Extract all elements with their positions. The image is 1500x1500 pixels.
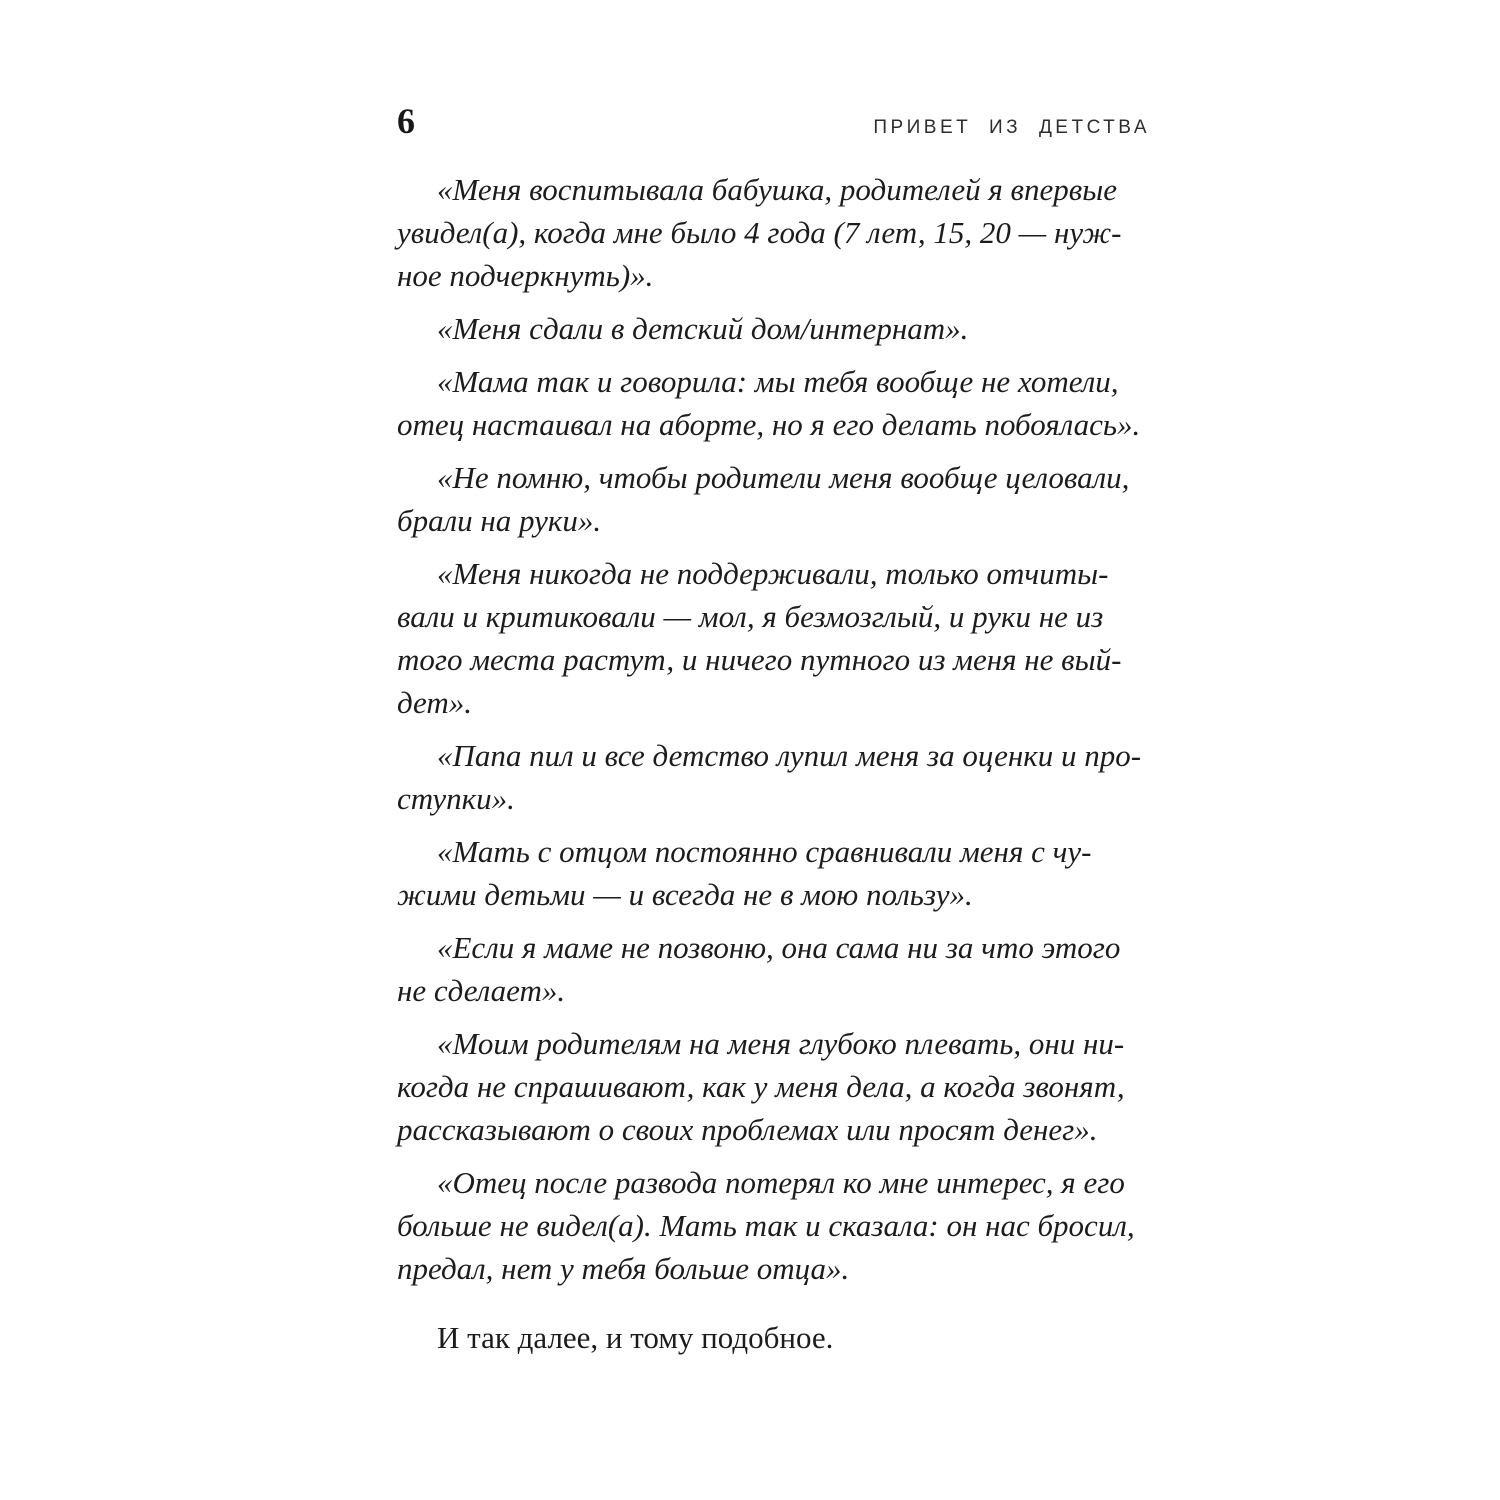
text-line: больше не видел(а). Мать так и сказала: он нас бросил, [397,1208,1135,1243]
text-line: «Отец после развода потерял ко мне интерес, я его [437,1165,1125,1200]
text-line: брали на руки». [397,503,602,538]
text-line: рассказывают о своих проблемах или просят денег». [397,1112,1098,1147]
text-line: ное подчеркнуть)». [397,258,654,293]
paragraph [397,830,1150,916]
text-line: «Не помню, чтобы родители меня вообще целовали, [437,460,1130,495]
text-line: ступки». [397,781,515,816]
text-line: того места растут, и ничего путного из меня не вый- [397,642,1122,677]
running-header [397,101,1150,141]
text-line: увидел(а), когда мне было 4 года (7 лет, 15, 20 — нуж- [397,215,1122,250]
text-line: когда не спрашивают, как у меня дела, а когда звонят, [397,1069,1125,1104]
book-page [397,101,1150,1359]
page-number: 6 [397,101,415,141]
text-line: «Меня воспитывала бабушка, родителей я впервые [437,172,1117,207]
text-line: вали и критиковали — мол, я безмозглый, и руки не из [397,599,1104,634]
paragraph [397,926,1150,1012]
paragraph [397,734,1150,820]
paragraph [397,552,1150,724]
paragraph [397,1022,1150,1151]
text-line: «Меня никогда не поддерживали, только отчиты- [437,556,1109,591]
text-line: дет». [397,685,473,720]
paragraph [397,307,1150,350]
text-line: «Если я маме не позвоню, она сама ни за что этого [437,930,1121,965]
text-line: «Папа пил и все детство лупил меня за оценки и про- [437,738,1142,773]
text-line: предал, нет у тебя больше отца». [397,1251,850,1286]
paragraph [397,1161,1150,1290]
text-line: «Мама так и говорила: мы тебя вообще не хотели, [437,364,1119,399]
running-title: ПРИВЕТ ИЗ ДЕТСТВА [873,117,1150,138]
paragraph [397,360,1150,446]
page-body [397,168,1150,1359]
paragraph [397,1316,1150,1359]
text-line: «Моим родителям на меня глубоко плевать, они ни- [437,1026,1125,1061]
text-line: отец настаивал на аборте, но я его делать побоялась». [397,407,1141,442]
text-line: И так далее, и тому подобное. [437,1320,834,1355]
text-line: жими детьми — и всегда не в мою пользу». [397,877,973,912]
text-line: «Меня сдали в детский дом/интернат». [437,311,969,346]
text-line: не сделает». [397,973,566,1008]
paragraph [397,456,1150,542]
text-line: «Мать с отцом постоянно сравнивали меня с чу- [437,834,1092,869]
paragraph [397,168,1150,297]
